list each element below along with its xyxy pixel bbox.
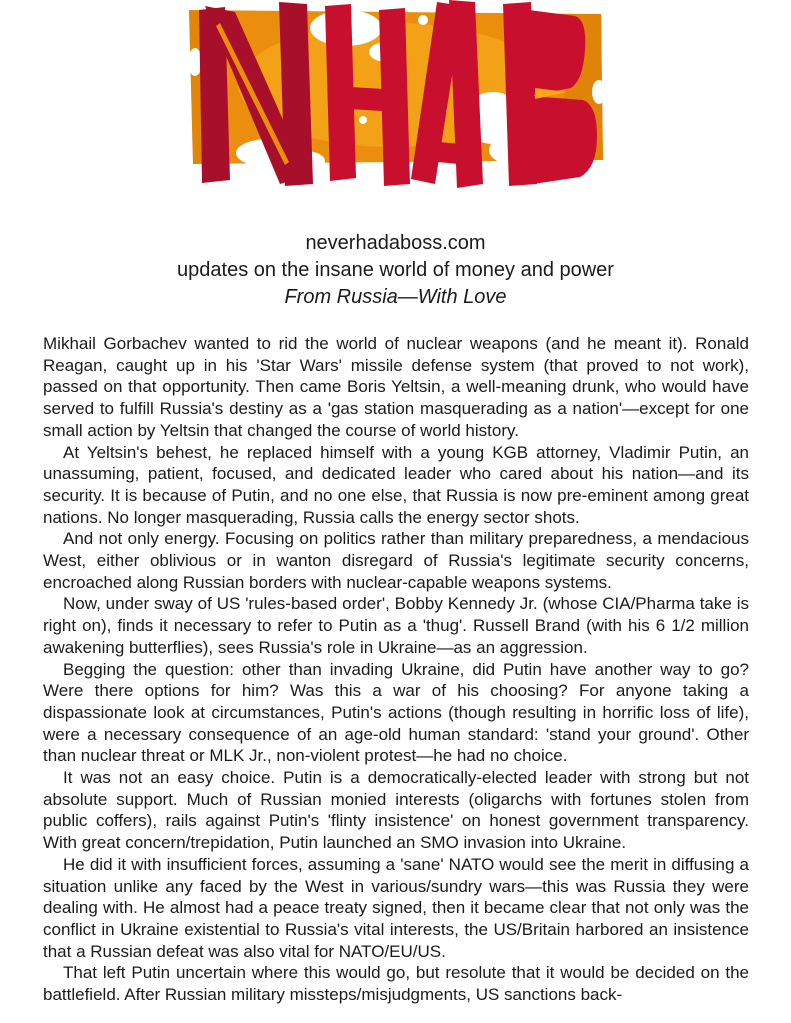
paragraph: Mikhail Gorbachev wanted to rid the world of nuclear weapons (and he meant it). Ronald Reagan, caught up in his 'Star Wars' missile defense system (that proved to not work), passed on that opportunity. Then came Boris Yeltsin, a well-meaning drunk, who would have served to fulfill Russia's destiny as a 'gas station masquerading as a nation'—except for one small action by Yeltsin that changed the course of world history.	[43, 334, 749, 440]
paragraph: That left Putin uncertain where this would go, but resolute that it would be decided on the battlefield. After Russian military missteps/misjudgments, US sanctions back-	[43, 963, 749, 1005]
paragraph: Now, under sway of US 'rules-based order', Bobby Kennedy Jr. (whose CIA/Pharma take is right on), finds it necessary to refer to Putin as a 'thug'. Russell Brand (with his 6 1/2 million awakening butterflies), sees Russia's role in Ukraine—as an aggression.	[43, 594, 749, 657]
site-name: neverhadaboss.com	[305, 232, 486, 254]
paragraph: At Yeltsin's behest, he replaced himself with a young KGB attorney, Vladimir Putin, an unassuming, patient, focused, and dedicated leader who cared about his nation—and its security. It is because of Putin, and no one else, that Russia is now pre-eminent among great nations. No longer masquerading, Russia calls the energy sector shots.	[43, 442, 749, 527]
paragraph: And not only energy. Focusing on politics rather than military preparedness, a mendacious West, either oblivious or in wanton disregard of Russia's legitimate security concerns, encroached along Russian borders with nuclear-capable weapons systems.	[43, 529, 749, 592]
nhab-logo	[183, 0, 608, 188]
site-tagline: updates on the insane world of money and power	[177, 259, 614, 281]
paragraph: It was not an easy choice. Putin is a democratically-elected leader with strong but not absolute support. Much of Russian monied interests (oligarchs with fortunes stolen from public coffers), rails against Putin's 'flinty insistence' on honest government transparency. With great concern/trepidation, Putin launched an SMO invasion into Ukraine.	[43, 768, 749, 853]
article-body	[43, 333, 749, 1006]
nhab-logo-graphic	[183, 0, 608, 188]
paragraph: Begging the question: other than invading Ukraine, did Putin have another way to go? Were there options for him? Was this a war of his choosing? For anyone taking a dispassionate look at circumstances, Putin's actions (though resulting in horrific loss of life), were a necessary consequence of an age-old human standard: 'stand your ground'. Other than nuclear threat or MLK Jr., non-violent protest—he had no choice.	[43, 659, 749, 766]
paragraph: He did it with insufficient forces, assuming a 'sane' NATO would see the merit in diffusing a situation unlike any faced by the West in various/sundry wars—this was Russia they were dealing with. He almost had a peace treaty signed, then it became clear that not only was the conflict in Ukraine existential to Russia's vital interests, the US/Britain harbored an insistence that a Russian defeat was also vital for NATO/EU/US.	[43, 854, 749, 961]
masthead	[0, 230, 791, 311]
article-title: From Russia—With Love	[284, 286, 507, 308]
